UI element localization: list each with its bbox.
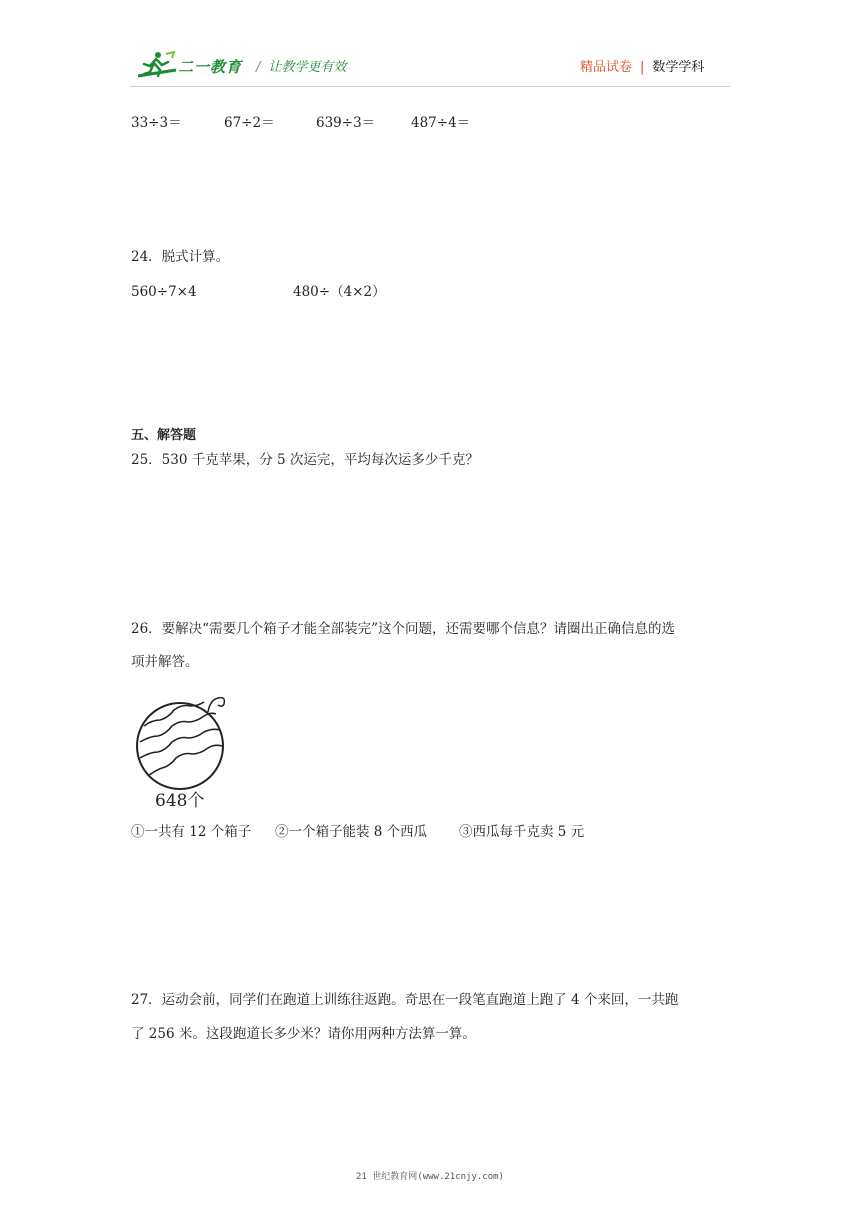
q26-option-2: ②一个箱子能装 8 个西瓜 [275,824,428,840]
watermelon-count-label: 648个 [155,791,205,811]
header-tag-subject: 数学学科 [652,60,705,75]
logo-runner-icon [136,50,180,80]
calc-item-4: 487÷4＝ [411,115,471,131]
calc-item-1: 33÷3＝ [131,115,182,131]
q26-line2: 项并解答。 [131,654,199,670]
header-separator: | [640,60,645,75]
q27-line1: 27．运动会前，同学们在跑道上训练往返跑。奇思在一段笔直跑道上跑了 4 个来回，一共跑 [131,992,679,1008]
q26-option-3: ③西瓜每千克卖 5 元 [459,824,585,840]
q24-item-1: 560÷7×4 [131,284,197,300]
q24-title: 24．脱式计算。 [131,249,230,265]
header-tag-premium: 精品试卷 [580,60,633,75]
q25-text: 25．530 千克苹果，分 5 次运完，平均每次运多少千克？ [131,452,479,468]
calc-item-3: 639÷3＝ [316,115,376,131]
footer-text: 21 世纪教育网(www.21cnjy.com) [356,1172,504,1182]
slogan-text: 让教学更有效 [268,60,347,75]
header-tags [580,56,704,75]
q24-item-2: 480÷（4×2） [293,284,386,300]
q27-line2: 了 256 米。这段跑道长多少米？请你用两种方法算一算。 [131,1026,476,1042]
header-divider-line [130,86,730,87]
logo-text: 二一教育 [178,58,243,76]
slogan [256,56,346,75]
section5-title: 五、解答题 [131,428,197,443]
slogan-divider: / [256,60,261,75]
q26-option-1: ①一共有 12 个箱子 [131,824,252,840]
q26-line1: 26．要解决“需要几个箱子才能全部装完”这个问题，还需要哪个信息？请圈出正确信息的选 [131,621,675,637]
calc-item-2: 67÷2＝ [224,115,275,131]
